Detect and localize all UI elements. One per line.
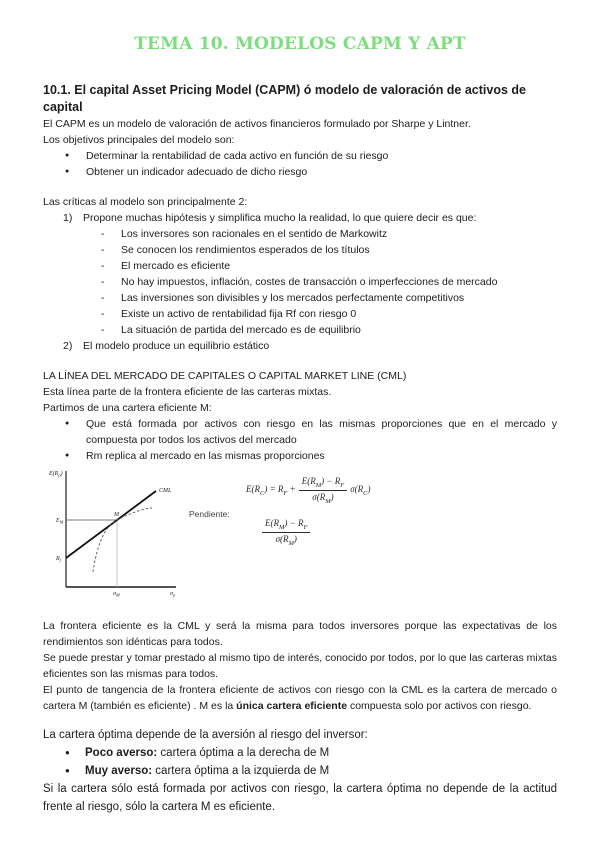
formula-fraction: $\frac{E(R_M) - R_F}{\sigma(R_M)}$ xyxy=(299,476,347,505)
em-label: $E_M$ xyxy=(56,518,64,525)
list-item-text: Se conocen los rendimientos esperados de los títulos xyxy=(121,244,370,256)
paragraph: La frontera eficiente es la CML y será la misma para todos inversores porque las expectativas de los rendimientos son idénticas para todos. xyxy=(43,620,557,648)
list-item-text: Propone muchas hipótesis y simplifica mucho la realidad, lo que quiere decir es que: xyxy=(83,212,477,224)
sigma-m-label: $\sigma_M$ xyxy=(113,591,120,598)
objectives-list xyxy=(65,148,557,180)
cml-formula xyxy=(246,476,371,505)
list-item xyxy=(63,338,557,354)
bullet-marker: ● xyxy=(65,452,70,459)
paragraph: Esta línea parte de la frontera eficiente de las carteras mixtas. xyxy=(43,386,332,398)
page-title: TEMA 10. MODELOS CAPM Y APT xyxy=(134,34,466,54)
list-item-text: Las inversiones son divisibles y los mercados perfectamente competitivos xyxy=(121,292,465,304)
list-item-text: Rm replica al mercado en las mismas proporciones xyxy=(86,450,325,462)
list-item-text: El modelo produce un equilibrio estático xyxy=(83,340,270,352)
list-item xyxy=(101,290,557,306)
aversion-list xyxy=(65,744,557,780)
spacer xyxy=(43,714,557,726)
dash-marker: - xyxy=(101,260,105,272)
dash-marker: - xyxy=(101,324,105,336)
cartera-m-list xyxy=(65,416,557,464)
dash-marker: - xyxy=(101,228,105,240)
list-item-text: El mercado es eficiente xyxy=(121,260,231,272)
list-item-text: Los inversores son racionales en el sentido de Markowitz xyxy=(121,228,388,240)
paragraph: Los objetivos principales del modelo son: xyxy=(43,134,235,146)
slope-formula xyxy=(259,518,313,547)
cml-graph xyxy=(43,466,193,606)
list-item-text: No hay impuestos, inflación, costes de transacción o imperfecciones de mercado xyxy=(121,276,498,288)
list-item xyxy=(101,226,557,242)
sigma-p-label: $\sigma_p$ xyxy=(170,591,176,598)
criticas-list xyxy=(63,210,557,226)
criticas-list xyxy=(63,338,557,354)
bullet-marker: ● xyxy=(65,168,70,175)
y-axis-label: $E(R_p)$ xyxy=(49,471,63,478)
spacer xyxy=(43,354,557,368)
list-item xyxy=(65,448,557,464)
number-marker: 1) xyxy=(63,212,73,224)
rf-label: $R_f$ xyxy=(56,556,61,563)
list-item xyxy=(65,744,557,762)
list-item xyxy=(65,148,557,164)
efficient-frontier-curve xyxy=(93,508,152,572)
number-marker: 2) xyxy=(63,340,73,352)
list-item xyxy=(65,762,557,780)
bullet-marker: ● xyxy=(65,766,70,775)
cml-heading: LA LÍNEA DEL MERCADO DE CAPITALES O CAPITAL MARKET LINE (CML) xyxy=(43,370,407,382)
formula-tail: $\sigma(R_C)$ xyxy=(350,483,371,497)
formula-lhs: $E(R_C) = R_F$ + xyxy=(246,483,296,497)
list-item xyxy=(101,242,557,258)
paragraph: El CAPM es un modelo de valoración de activos financieros formulado por Sharpe y Lintner. xyxy=(43,118,471,130)
cml-line-label: CML xyxy=(159,488,172,494)
spacer xyxy=(43,180,557,194)
bullet-marker: ● xyxy=(65,420,70,427)
paragraph: El punto de tangencia de la frontera eficiente de activos con riesgo con la CML es la cartera de mercado o cartera M (también es eficiente) . M es la única cartera eficiente compuesta solo por activos con riesgo. xyxy=(43,684,557,712)
list-item xyxy=(101,306,557,322)
list-item-text: Poco averso: cartera óptima a la derecha de M xyxy=(85,747,330,759)
paragraph: Partimos de una cartera eficiente M: xyxy=(43,402,212,414)
list-item xyxy=(101,274,557,290)
hipotesis-sublist xyxy=(101,226,557,338)
list-item-text: Que está formada por activos con riesgo en las mismas proporciones que en el mercado y compuesta por todos los activos del mercado xyxy=(86,418,557,446)
list-item-text: Existe un activo de rentabilidad fija Rf con riesgo 0 xyxy=(121,308,357,320)
list-item xyxy=(101,258,557,274)
paragraph: La cartera óptima depende de la aversión al riesgo del inversor: xyxy=(43,729,368,741)
cml-figure xyxy=(43,466,557,618)
paragraph: Se puede prestar y tomar prestado al mismo tipo de interés, conocido por todos, por lo que las carteras mixtas eficientes son las mismas para todos. xyxy=(43,652,557,680)
bullet-marker: ● xyxy=(65,748,70,757)
m-point-label: M xyxy=(114,512,119,518)
list-item-text: Muy averso: cartera óptima a la izquierda de M xyxy=(85,765,330,777)
pendiente-label: Pendiente: xyxy=(189,509,230,519)
dash-marker: - xyxy=(101,292,105,304)
dash-marker: - xyxy=(101,308,105,320)
formula-fraction: $\frac{E(R_M) - R_F}{\sigma(R_M)}$ xyxy=(262,518,310,547)
dash-marker: - xyxy=(101,276,105,288)
list-item-text: Obtener un indicador adecuado de dicho riesgo xyxy=(86,166,308,178)
paragraph: Las críticas al modelo son principalmente 2: xyxy=(43,196,248,208)
list-item-text: La situación de partida del mercado es de equilibrio xyxy=(121,324,361,336)
emphasis-text: única cartera eficiente xyxy=(236,700,348,712)
list-item xyxy=(63,210,557,226)
dash-marker: - xyxy=(101,244,105,256)
list-item-text: Determinar la rentabilidad de cada activo en función de su riesgo xyxy=(86,150,389,162)
section-heading-10-1: 10.1. El capital Asset Pricing Model (CAPM) ó modelo de valoración de activos de capital xyxy=(43,83,526,114)
list-item xyxy=(65,164,557,180)
paragraph: Si la cartera sólo está formada por activos con riesgo, la cartera óptima no depende de la actitud frente al riesgo, sólo la cartera M es eficiente. xyxy=(43,783,557,813)
bullet-marker: ● xyxy=(65,152,70,159)
list-item xyxy=(101,322,557,338)
list-item xyxy=(65,416,557,448)
